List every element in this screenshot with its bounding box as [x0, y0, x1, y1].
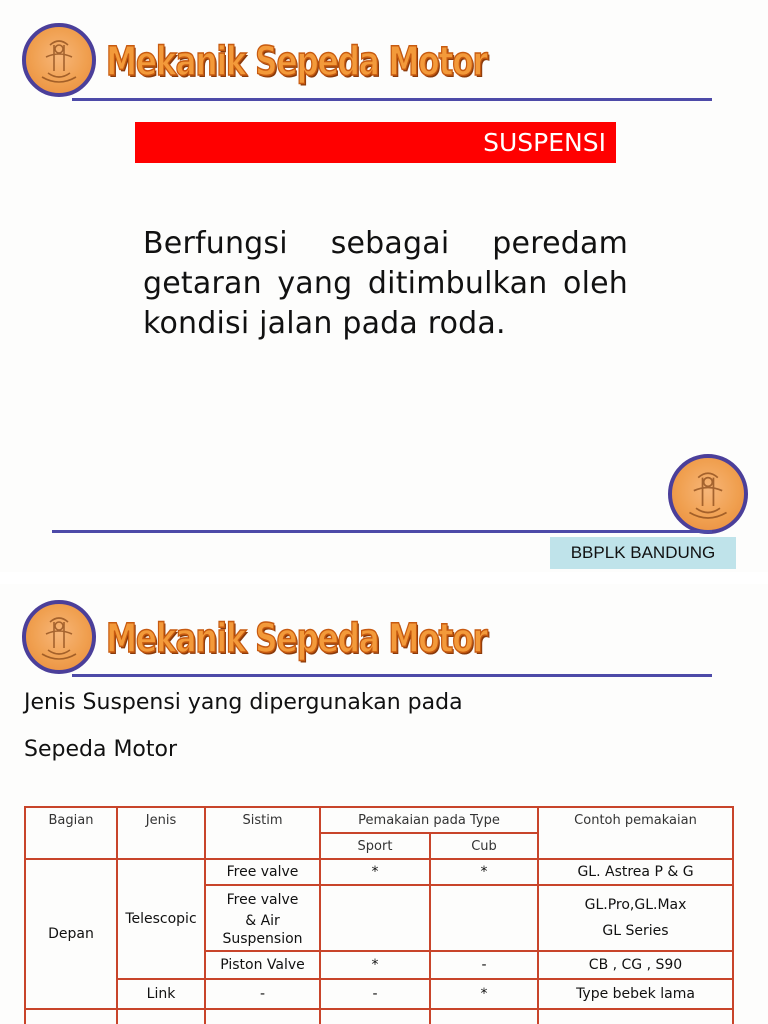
cell-sistim: Piston Valve	[205, 951, 320, 979]
emblem-logo-icon	[668, 454, 748, 534]
cell-empty	[320, 1009, 430, 1024]
body-text: Berfungsi sebagai peredam getaran yang ditimbulkan oleh kondisi jalan pada roda.	[143, 226, 628, 341]
cell-contoh: CB , CG , S90	[538, 951, 733, 979]
emblem-logo-icon	[22, 600, 96, 674]
emblem-logo-icon	[22, 23, 96, 97]
header-sistim: Sistim	[205, 807, 320, 859]
section-title: SUSPENSI	[483, 128, 606, 157]
brand-title: Mekanik Sepeda Motor	[106, 39, 487, 85]
header-bagian: Bagian	[25, 807, 117, 859]
suspension-table	[24, 806, 734, 1024]
cell-empty	[205, 1009, 320, 1024]
cell-cub	[430, 885, 538, 951]
cell-sport: *	[320, 951, 430, 979]
header-cub: Cub	[430, 833, 538, 859]
header-rule	[72, 98, 712, 101]
cell-sport: *	[320, 859, 430, 885]
cell-contoh-line: GL.Pro,GL.Max	[584, 897, 687, 913]
cell-sistim-line: Free valve	[226, 891, 299, 908]
header-sport: Sport	[320, 833, 430, 859]
cell-empty	[538, 1009, 733, 1024]
table-row	[25, 859, 733, 885]
cell-sistim: -	[205, 979, 320, 1009]
header-pemakaian: Pemakaian pada Type	[320, 807, 538, 833]
cell-bagian-depan: Depan	[25, 859, 117, 1009]
footer-rule	[52, 530, 712, 533]
slide-jenis-suspensi	[0, 584, 768, 1024]
cell-cub: -	[430, 951, 538, 979]
section-title-bar	[135, 122, 616, 163]
brand-title: Mekanik Sepeda Motor	[106, 616, 487, 662]
cell-sistim	[205, 885, 320, 951]
table-row	[25, 979, 733, 1009]
cell-sistim-line: & Air	[245, 912, 280, 929]
cell-cub: *	[430, 979, 538, 1009]
cell-jenis-telescopic: Telescopic	[117, 859, 205, 979]
cell-contoh-line: GL Series	[602, 923, 669, 939]
cell-sport	[320, 885, 430, 951]
cell-contoh	[538, 885, 733, 951]
cell-sport: -	[320, 979, 430, 1009]
footer-label: BBPLK BANDUNG	[550, 537, 736, 569]
cell-empty	[25, 1009, 117, 1024]
cell-empty	[117, 1009, 205, 1024]
header-rule	[72, 674, 712, 677]
cell-contoh: Type bebek lama	[538, 979, 733, 1009]
cell-sistim: Free valve	[205, 859, 320, 885]
header-contoh: Contoh pemakaian	[538, 807, 733, 859]
cell-empty	[430, 1009, 538, 1024]
cell-cub: *	[430, 859, 538, 885]
header-jenis: Jenis	[117, 807, 205, 859]
cell-jenis-link: Link	[117, 979, 205, 1009]
subtitle-line-1: Jenis Suspensi yang dipergunakan pada	[24, 690, 463, 715]
subtitle-line-2: Sepeda Motor	[24, 737, 178, 762]
cell-sistim-line: Suspension	[222, 930, 303, 947]
cell-contoh: GL. Astrea P & G	[538, 859, 733, 885]
table-row-partial	[25, 1009, 733, 1024]
